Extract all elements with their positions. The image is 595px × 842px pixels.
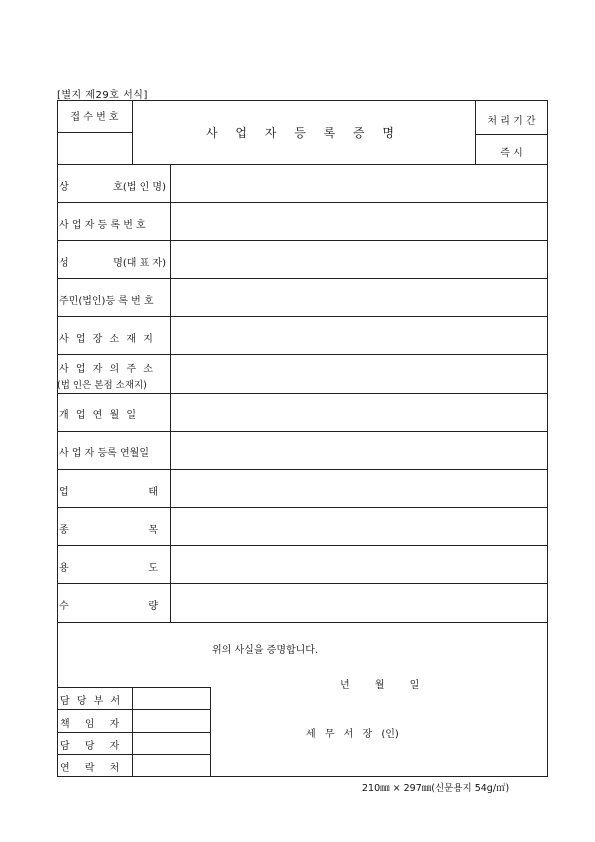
form-number-label: [별지 제29호 서식] <box>57 90 148 101</box>
field-resident-number[interactable] <box>171 279 547 316</box>
field-quantity[interactable] <box>171 584 547 622</box>
processing-period-value: 즉 시 <box>500 148 523 159</box>
processing-period-label: 처 리 기 간 <box>487 116 536 127</box>
field-officer[interactable] <box>133 733 209 754</box>
field-department[interactable] <box>133 688 209 709</box>
paper-spec: 210㎜ × 297㎜(신문용지 54g/㎡) <box>362 783 510 794</box>
row-label-registration-date: 사 업 자 등록 연월일 <box>59 448 149 459</box>
row-label-owner-address-note: (법 인은 본점 소재지) <box>57 380 147 391</box>
issue-date-line: 년 월 일 <box>340 680 420 691</box>
staff-label-officer: 담 당 자 <box>60 741 120 752</box>
field-business-address[interactable] <box>171 317 547 354</box>
receipt-number-label: 접 수 번 호 <box>70 112 119 123</box>
tax-office-chief: 세 무 서 장 (인) <box>306 729 399 740</box>
certification-statement: 위의 사실을 증명합니다. <box>212 645 319 656</box>
row-label-quantity: 수 량 <box>59 601 158 612</box>
field-business-item[interactable] <box>171 508 547 545</box>
row-label-business-type: 업 태 <box>59 487 158 498</box>
row-label-owner-address: 사 업 자 의 주 소 <box>59 364 155 375</box>
row-label-business-address: 사 업 장 소 재 지 <box>59 334 155 345</box>
field-representative[interactable] <box>171 241 547 278</box>
row-label-representative: 성 명(대 표 자) <box>59 258 166 269</box>
field-contact[interactable] <box>133 755 209 776</box>
document-title: 사 업 자 등 록 증 명 <box>205 126 402 140</box>
row-label-registration-number: 사 업 자 등 록 번 호 <box>59 220 146 231</box>
row-label-resident-number: 주민(법인)등 록 번 호 <box>59 296 154 307</box>
receipt-number-value[interactable] <box>58 140 131 160</box>
staff-label-department: 담 당 부 서 <box>60 696 123 707</box>
field-purpose[interactable] <box>171 546 547 583</box>
row-label-purpose: 용 도 <box>59 563 158 574</box>
row-label-business-item: 종 목 <box>59 525 158 536</box>
field-owner-address[interactable] <box>171 355 547 393</box>
divider <box>57 132 132 133</box>
field-registration-date[interactable] <box>171 432 547 469</box>
staff-label-contact: 연 락 처 <box>60 763 120 774</box>
row-label-trade-name: 상 호(법 인 명) <box>59 182 166 193</box>
divider <box>210 687 211 777</box>
field-manager[interactable] <box>133 710 209 732</box>
field-business-type[interactable] <box>171 470 547 507</box>
divider <box>57 622 548 623</box>
field-registration-number[interactable] <box>171 203 547 240</box>
staff-label-manager: 책 임 자 <box>60 719 120 730</box>
divider <box>475 134 548 135</box>
field-trade-name[interactable] <box>171 165 547 202</box>
field-opening-date[interactable] <box>171 394 547 431</box>
row-label-opening-date: 개 업 연 월 일 <box>59 410 139 421</box>
